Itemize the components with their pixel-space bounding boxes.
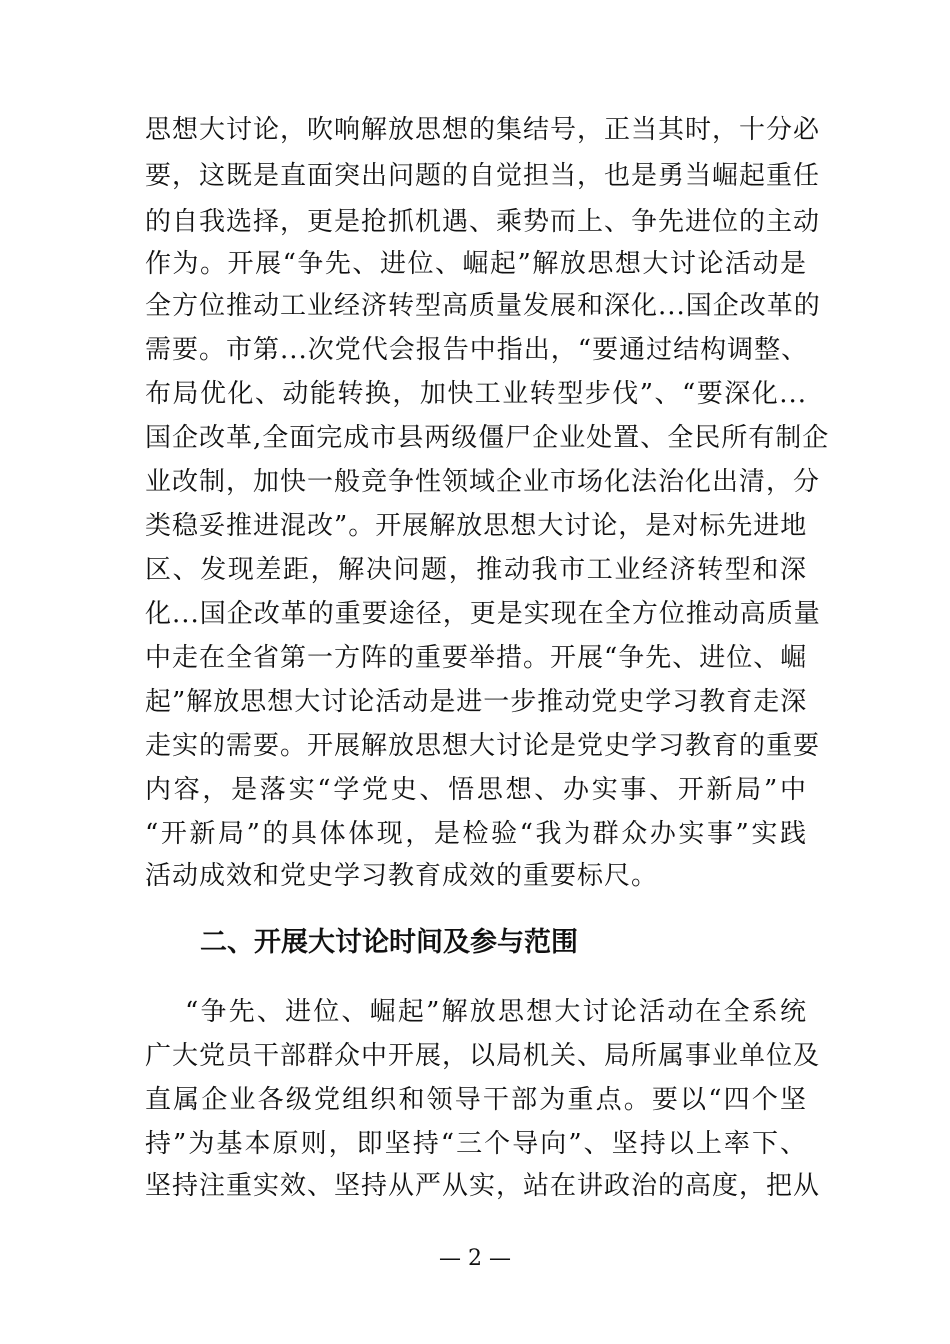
paragraph-1-line-9: 业改制，加快一般竞争性领域企业市场化法治化出清，分: [145, 467, 821, 497]
paragraph-1-line-16: 内容，是落实“学党史、悟思想、办实事、开新局”中: [145, 775, 807, 805]
paragraph-2-line-2: 广大党员干部群众中开展，以局机关、局所属事业单位及: [145, 1041, 821, 1071]
paragraph-1-line-3: 的自我选择，更是抢抓机遇、乘势而上、争先进位的主动: [145, 207, 821, 237]
paragraph-1-line-13: 中走在全省第一方阵的重要举措。开展“争先、进位、崛: [145, 643, 808, 673]
paragraph-1-line-5: 全方位推动工业经济转型高质量发展和深化...国企改革的: [145, 291, 821, 321]
paragraph-1-line-4: 作为。开展“争先、进位、崛起”解放思想大讨论活动是: [145, 249, 807, 279]
page-number: — 2 —: [439, 1246, 511, 1271]
paragraph-1-line-1: 思想大讨论，吹响解放思想的集结号，正当其时，十分必: [145, 115, 821, 145]
section-heading: 二、开展大讨论时间及参与范围: [200, 927, 578, 958]
paragraph-1-line-12: 化...国企改革的重要途径，更是实现在全方位推动高质量: [145, 599, 821, 629]
paragraph-1-line-7: 布局优化、动能转换，加快工业转型步伐”、“要深化...: [145, 379, 807, 409]
paragraph-1-line-10: 类稳妥推进混改”。开展解放思想大讨论，是对标先进地: [145, 511, 808, 541]
paragraph-2-line-1: “争先、进位、崛起”解放思想大讨论活动在全系统: [185, 997, 807, 1027]
paragraph-1-line-17: “开新局”的具体体现，是检验“我为群众办实事”实践: [145, 819, 807, 849]
paragraph-2-line-3: 直属企业各级党组织和领导干部为重点。要以“四个坚: [145, 1085, 807, 1115]
paragraph-1-line-6: 需要。市第...次党代会报告中指出，“要通过结构调整、: [145, 335, 809, 365]
paragraph-1-line-2: 要，这既是直面突出问题的自觉担当，也是勇当崛起重任: [145, 161, 821, 191]
paragraph-1-line-11: 区、发现差距，解决问题，推动我市工业经济转型和深: [145, 555, 807, 585]
paragraph-1-line-15: 走实的需要。开展解放思想大讨论是党史学习教育的重要: [145, 731, 821, 761]
paragraph-1-line-8: 国企改革,全面完成市县两级僵尸企业处置、全民所有制企: [145, 423, 830, 453]
paragraph-2-line-4: 持”为基本原则，即坚持“三个导向”、坚持以上率下、: [145, 1129, 807, 1159]
paragraph-2-line-5: 坚持注重实效、坚持从严从实，站在讲政治的高度，把从: [145, 1171, 821, 1201]
paragraph-1-line-18: 活动成效和党史学习教育成效的重要标尺。: [145, 861, 659, 891]
paragraph-1-line-14: 起”解放思想大讨论活动是进一步推动党史学习教育走深: [145, 687, 808, 717]
